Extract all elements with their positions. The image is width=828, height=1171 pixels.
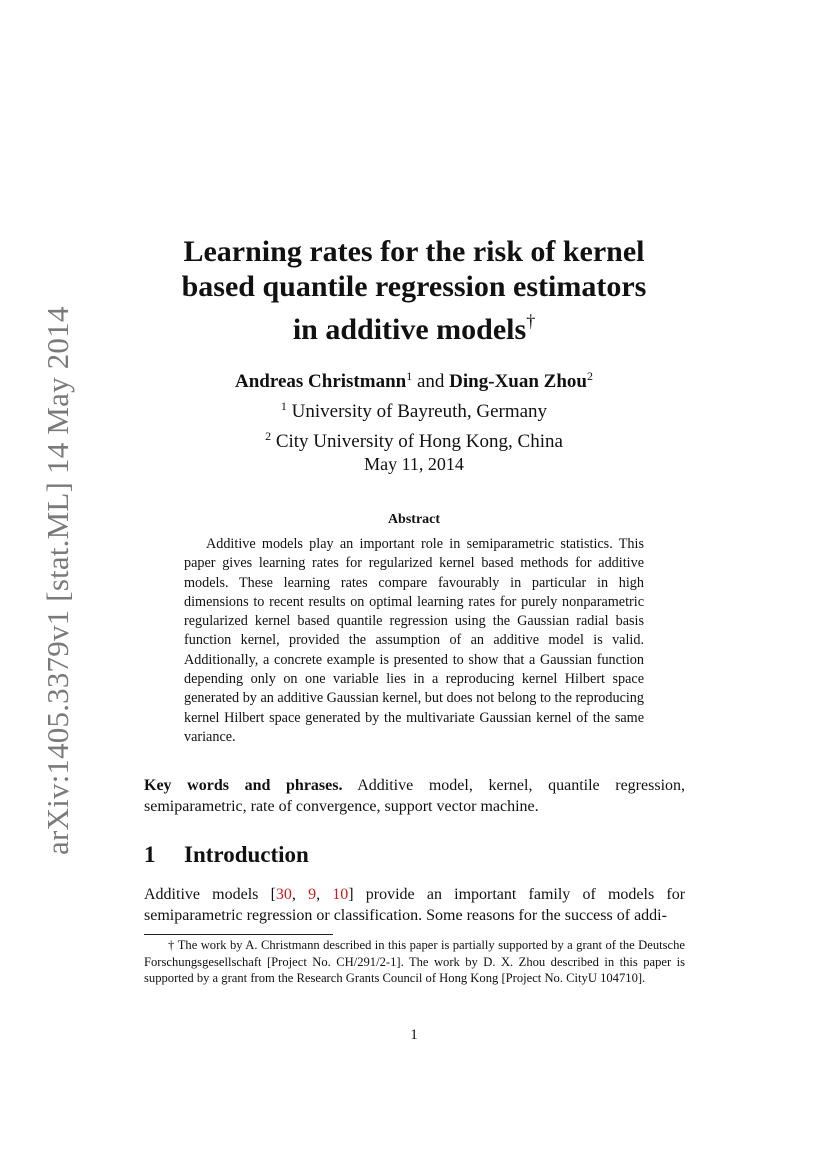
affiliation-2-text: City University of Hong Kong, China: [271, 431, 563, 452]
author-names: [120, 364, 708, 394]
author-1-name: Andreas Christmann: [235, 371, 407, 392]
page-number: 1: [410, 1027, 418, 1043]
author-block: [120, 364, 708, 454]
affiliation-1-mark: 1: [280, 399, 287, 413]
affiliation-1: [120, 394, 708, 424]
title-footnote-dagger: †: [526, 311, 536, 331]
section-title: Introduction: [184, 842, 309, 867]
affiliation-1-text: University of Bayreuth, Germany: [286, 401, 548, 422]
intro-text-after: ] provide an important family of models for semiparametric regression or classification. Some reasons for the success of addi-: [144, 886, 686, 924]
author-conjunction: and: [412, 371, 450, 392]
author-2-affiliation-mark: 2: [586, 369, 593, 383]
intro-citation-separator: ,: [291, 886, 309, 903]
arxiv-identifier-stamp[interactable]: arXiv:1405.3379v1 [stat.ML] 14 May 2014: [40, 306, 75, 855]
funding-footnote: † The work by A. Christmann described in this paper is partially supported by a grant of the Deutsche Forschungsgesellschaft [Project No. CH/291/2-1]. The work by D. X. Zhou described in this paper is supported by a grant from the Research Grants Council of Hong Kong [Project No. CityU 104710].: [144, 938, 685, 985]
introduction-paragraph: [144, 884, 685, 926]
title-line-1: Learning rates for the risk of kernel: [183, 235, 645, 268]
title-line-3-text: in additive models: [292, 313, 527, 346]
keywords-text: Additive model, kernel, quantile regression, semiparametric, rate of convergence, support vector machine.: [144, 777, 686, 815]
citation-link-9[interactable]: 9: [308, 886, 317, 903]
footnote-divider: [144, 934, 333, 935]
author-1-affiliation-mark: 1: [406, 369, 413, 383]
section-heading-introduction: [144, 842, 309, 868]
keywords-label: Key words and phrases.: [144, 777, 343, 794]
abstract-body: Additive models play an important role in semiparametric statistics. This paper gives learning rates for regularized kernel based methods for additive models. These learning rates compare favourably in particular in high dimensions to recent results on optimal learning rates for purely nonparametric regularized kernel based quantile regression using the Gaussian radial basis function kernel, provided the assumption of an additive model is valid. Additionally, a concrete example is presented to show that a Gaussian function depending only on one variable lies in a reproducing kernel Hilbert space generated by an additive Gaussian kernel, but does not belong to the reproducing kernel Hilbert space generated by the multivariate Gaussian kernel of the same variance.: [184, 536, 644, 745]
publication-date: May 11, 2014: [364, 454, 464, 474]
abstract-heading: Abstract: [387, 512, 441, 527]
affiliation-2-mark: 2: [265, 429, 272, 443]
paper-title: [120, 234, 708, 347]
keywords-paragraph: [144, 775, 685, 817]
title-line-3: [120, 304, 708, 347]
citation-link-10[interactable]: 10: [332, 886, 349, 903]
title-line-2: based quantile regression estimators: [181, 270, 647, 303]
intro-text-before: Additive models [: [144, 886, 276, 903]
author-2-name: Ding-Xuan Zhou: [449, 371, 587, 392]
section-number: 1: [144, 842, 156, 867]
citation-link-30[interactable]: 30: [275, 886, 292, 903]
affiliation-2: [120, 424, 708, 454]
intro-citation-separator: ,: [316, 886, 333, 903]
